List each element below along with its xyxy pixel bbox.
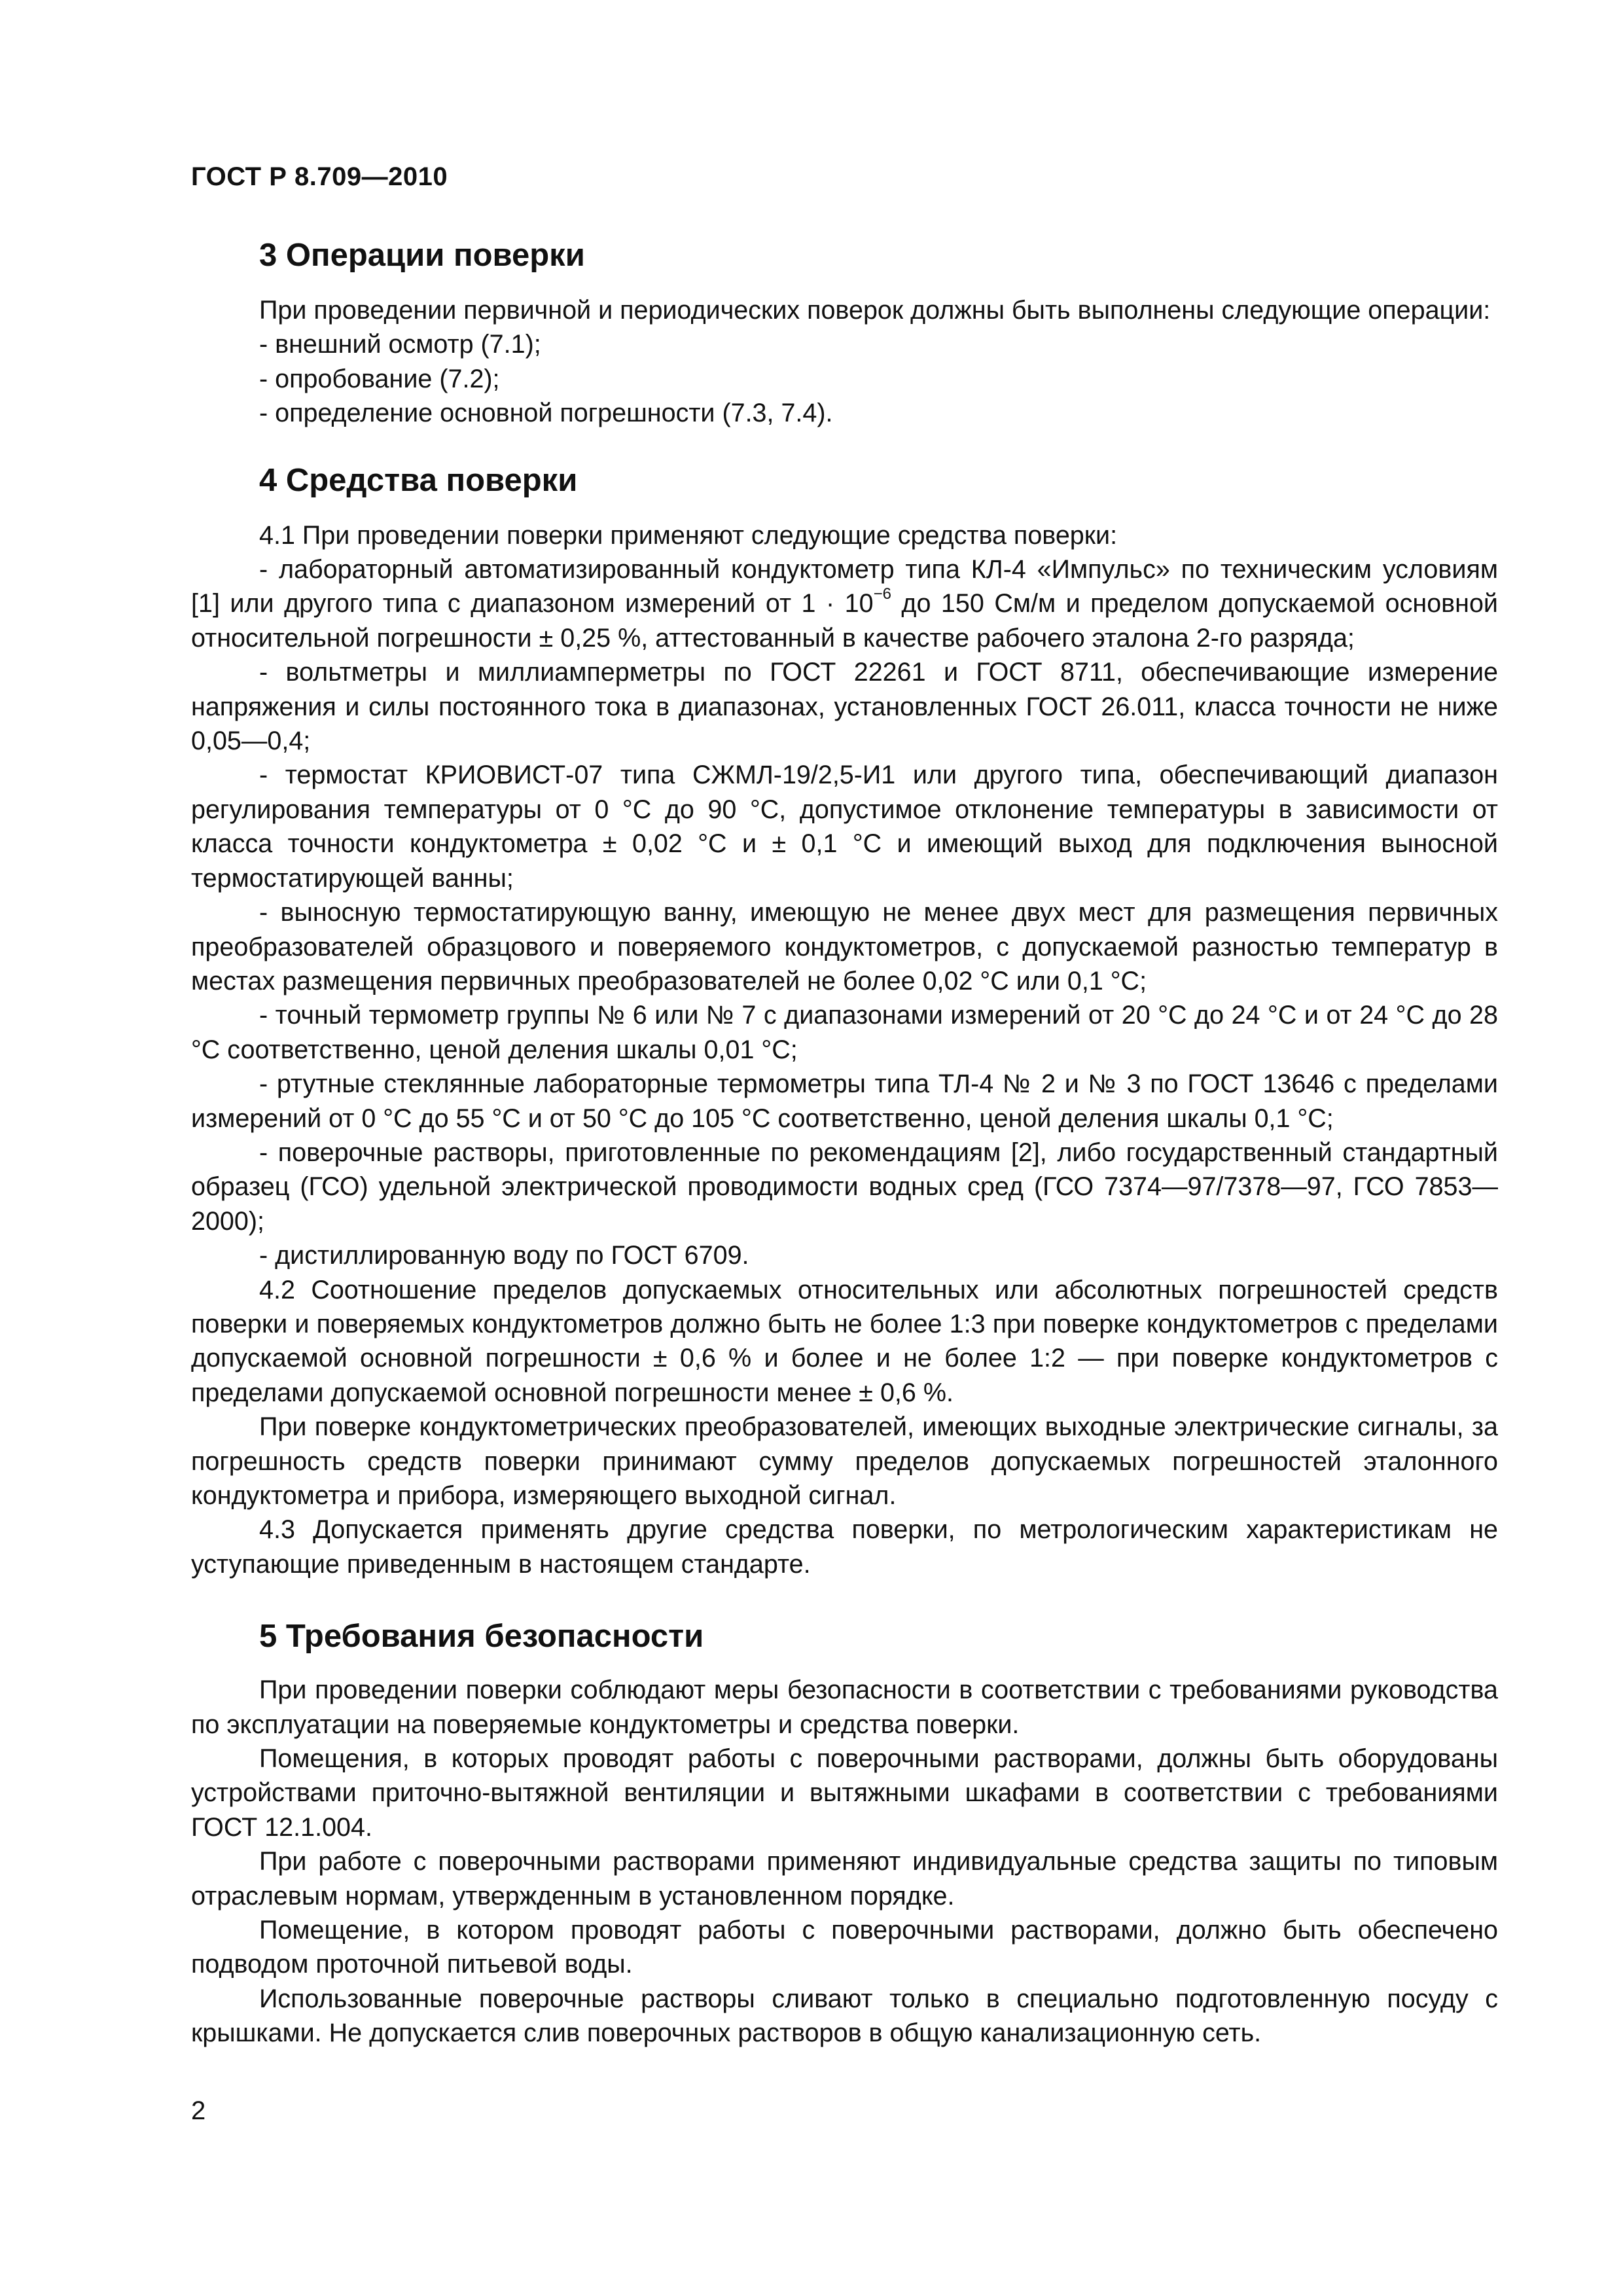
text-run: - лабораторный автоматизированный кондуктометр типа КЛ-4 «Импульс» по техническим условиям [1] или другого типа с диапазоном измерений от 1 · 10	[191, 555, 1498, 619]
paragraph: При работе с поверочными растворами применяют индивидуальные средства защиты по типовым отраслевым нормам, утвержденным в установленном порядке.	[191, 1847, 1498, 1910]
document-header: ГОСТ Р 8.709—2010	[191, 162, 448, 191]
page-number: 2	[191, 2096, 206, 2125]
paragraph: 4.1 При проведении поверки применяют следующие средства поверки:	[259, 520, 1118, 550]
section-5-body	[191, 1673, 1498, 2050]
section-4-heading: 4 Средства поверки	[259, 462, 578, 498]
list-item: - ртутные стеклянные лабораторные термометры типа ТЛ-4 № 2 и № 3 по ГОСТ 13646 с пределами измерений от 0 °С до 55 °С и от 50 °С до 105 °С соответственно, ценой деления шкалы 0,1 °С;	[191, 1069, 1498, 1133]
section-3-body	[191, 293, 1498, 431]
paragraph: При проведении первичной и периодических поверок должны быть выполнены следующие операции:	[259, 296, 1491, 325]
paragraph: Использованные поверочные растворы сливают только в специально подготовленную посуду с крышками. Не допускается слив поверочных растворов в общую канализационную сеть.	[191, 1984, 1498, 2048]
section-4-body	[191, 518, 1498, 1582]
list-item: - вольтметры и миллиамперметры по ГОСТ 22261 и ГОСТ 8711, обеспечивающие измерение напряжения и силы постоянного тока в диапазонах, установленных ГОСТ 26.011, класса точности не ниже 0,05—0,4;	[191, 658, 1498, 756]
paragraph: Помещение, в котором проводят работы с поверочными растворами, должно быть обеспечено подводом проточной питьевой воды.	[191, 1916, 1498, 1979]
paragraph: 4.3 Допускается применять другие средства поверки, по метрологическим характеристикам не уступающие приведенным в настоящем стандарте.	[191, 1515, 1498, 1579]
list-item	[191, 552, 1498, 655]
list-item: - выносную термостатирующую ванну, имеющую не менее двух мест для размещения первичных преобразователей образцового и поверяемого кондуктометров, с допускаемой разностью температур в местах размещения первичных преобразователей не более 0,02 °С или 0,1 °С;	[191, 898, 1498, 996]
paragraph: Помещения, в которых проводят работы с поверочными растворами, должны быть оборудованы устройствами приточно-вытяжной вентиляции и вытяжными шкафами в соответствии с требованиями ГОСТ 12.1.004.	[191, 1744, 1498, 1842]
page-body	[191, 236, 1498, 2051]
paragraph: При проведении поверки соблюдают меры безопасности в соответствии с требованиями руководства по эксплуатации на поверяемые кондуктометры и средства поверки.	[191, 1676, 1498, 1739]
list-item: - поверочные растворы, приготовленные по рекомендациям [2], либо государственный стандартный образец (ГСО) удельной электрической проводимости водных сред (ГСО 7374—97/7378—97, ГСО 7853—2000);	[191, 1138, 1498, 1236]
list-item: - внешний осмотр (7.1);	[259, 330, 541, 359]
list-item: - термостат КРИОВИСТ-07 типа СЖМЛ-19/2,5-И1 или другого типа, обеспечивающий диапазон регулирования температуры от 0 °С до 90 °С, допустимое отклонение температуры в зависимости от класса точности кондуктометра ± 0,02 °С и ± 0,1 °С и имеющий выход для подключения выносной термостатирующей ванны;	[191, 761, 1498, 893]
section-3-heading: 3 Операции поверки	[259, 238, 585, 273]
list-item: - дистиллированную воду по ГОСТ 6709.	[259, 1241, 749, 1270]
paragraph: 4.2 Соотношение пределов допускаемых относительных или абсолютных погрешностей средств поверки и поверяемых кондуктометров должно быть не более 1:3 при поверке кондуктометров с пределами допускаемой основной погрешности ± 0,6 % и более и не более 1:2 — при поверке кондуктометров с пределами допускаемой основной погрешности менее ± 0,6 %.	[191, 1275, 1498, 1407]
text-run: до 150 См/м и пределом допускаемой основной относительной погрешности ± 0,25 %, аттестованный в качестве рабочего эталона 2-го разряда;	[191, 589, 1498, 653]
list-item: - определение основной погрешности (7.3, 7.4).	[259, 399, 833, 428]
section-5-heading: 5 Требования безопасности	[259, 1619, 704, 1655]
list-item: - опробование (7.2);	[259, 364, 500, 393]
list-item: - точный термометр группы № 6 или № 7 с диапазонами измерений от 20 °С до 24 °С и от 24 °С до 28 °С соответственно, ценой деления шкалы 0,01 °С;	[191, 1001, 1498, 1064]
superscript: −6	[873, 585, 891, 603]
paragraph: При поверке кондуктометрических преобразователей, имеющих выходные электрические сигналы, за погрешность средств поверки принимают сумму пределов допускаемых погрешностей эталонного кондуктометра и прибора, измеряющего выходной сигнал.	[191, 1412, 1498, 1510]
